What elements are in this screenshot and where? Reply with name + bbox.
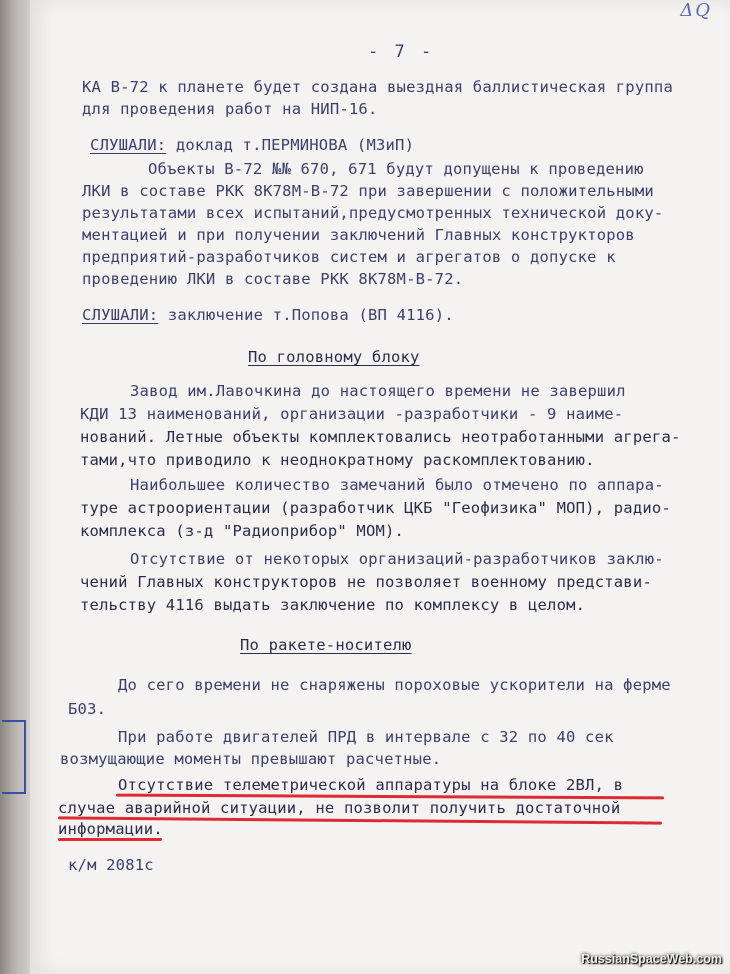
- section2-subject: заключение т.Попова (ВП 4116).: [167, 306, 454, 324]
- rocket-heading: По ракете-носителю: [240, 636, 412, 654]
- rocket-p1-line-1: До сего времени не снаряжены пороховые ускорители на ферме: [118, 676, 671, 694]
- head-p3-line-3: тельству 4116 выдать заключение по комплексу в целом.: [80, 596, 586, 614]
- section2-label: СЛУШАЛИ:: [82, 306, 159, 324]
- head-p1-line-4: тами,что приводило к неоднократному раскомплектованию.: [80, 451, 595, 469]
- head-p1-line-1: Завод им.Лавочкина до настоящего времени не завершил: [130, 382, 626, 400]
- source-watermark: RussianSpaceWeb.com: [581, 952, 722, 966]
- binder-marking: [2, 720, 26, 794]
- corner-annotation: ΔQ: [680, 0, 712, 21]
- head-p2-line-3: комплекса (з-д "Радиоприбор" МОМ).: [80, 522, 405, 540]
- rocket-p3-line-3: информации.: [58, 820, 163, 838]
- page-number: - 7 -: [368, 42, 435, 62]
- rocket-p2-line-2: возмущающие моменты превышают расчетные.: [60, 750, 442, 768]
- section1-line-5: предприятий-разработчиков систем и агрегатов о допуске к: [82, 248, 616, 266]
- rocket-p3-line-1: Отсутствие телеметрической аппаратуры на блоке 2ВЛ, в: [118, 776, 624, 794]
- head-block-heading: По головному блоку: [248, 348, 420, 366]
- section1-line-3: результатами всех испытаний,предусмотренных технической доку-: [82, 204, 664, 222]
- section1-subject: доклад т.ПЕРМИНОВА (МЗиП): [175, 136, 415, 154]
- head-p1-line-2: КДИ 13 наименований, организации -разработчики - 9 наиме-: [80, 405, 624, 423]
- intro-line-1: КА В-72 к планете будет создана выездная баллистическая группа: [82, 78, 673, 96]
- section1-line-1: Объекты В-72 №№ 670, 671 будут допущены к проведению: [148, 160, 644, 178]
- section1-line-4: ментацией и при получении заключений Главных конструкторов: [82, 226, 635, 244]
- head-p3-line-1: Отсутствие от некоторых организаций-разработчиков заклю-: [130, 550, 664, 568]
- document-page: [30, 0, 730, 974]
- head-p1-line-3: нований. Летные объекты комплектовались неотработанными агрега-: [80, 428, 681, 446]
- rocket-p1-line-2: Б03.: [68, 700, 107, 718]
- intro-line-2: для проведения работ на НИП-16.: [82, 100, 378, 118]
- head-p3-line-2: чений Главных конструкторов не позволяет военному представи-: [80, 573, 652, 591]
- binding-edge: [0, 0, 34, 974]
- section1-label: СЛУШАЛИ:: [90, 136, 167, 154]
- section1-line-2: ЛКИ в составе РКК 8К78М-В-72 при завершении с положительными: [82, 182, 654, 200]
- red-underline-3: [58, 838, 162, 841]
- document-reference: к/м 2081с: [68, 856, 154, 874]
- rocket-p3-line-2: случае аварийной ситуации, не позволит получить достаточной: [58, 799, 621, 817]
- head-p2-line-1: Наибольшее количество замечаний было отмечено по аппара-: [130, 476, 664, 494]
- section1-line-6: проведению ЛКИ в составе РКК 8К78М-В-72.: [82, 270, 464, 288]
- rocket-p2-line-1: При работе двигателей ПРД в интервале с 32 по 40 сек: [118, 728, 614, 746]
- head-p2-line-2: туре астроориентации (разработчик ЦКБ "Геофизика" МОП), радио-: [80, 499, 671, 517]
